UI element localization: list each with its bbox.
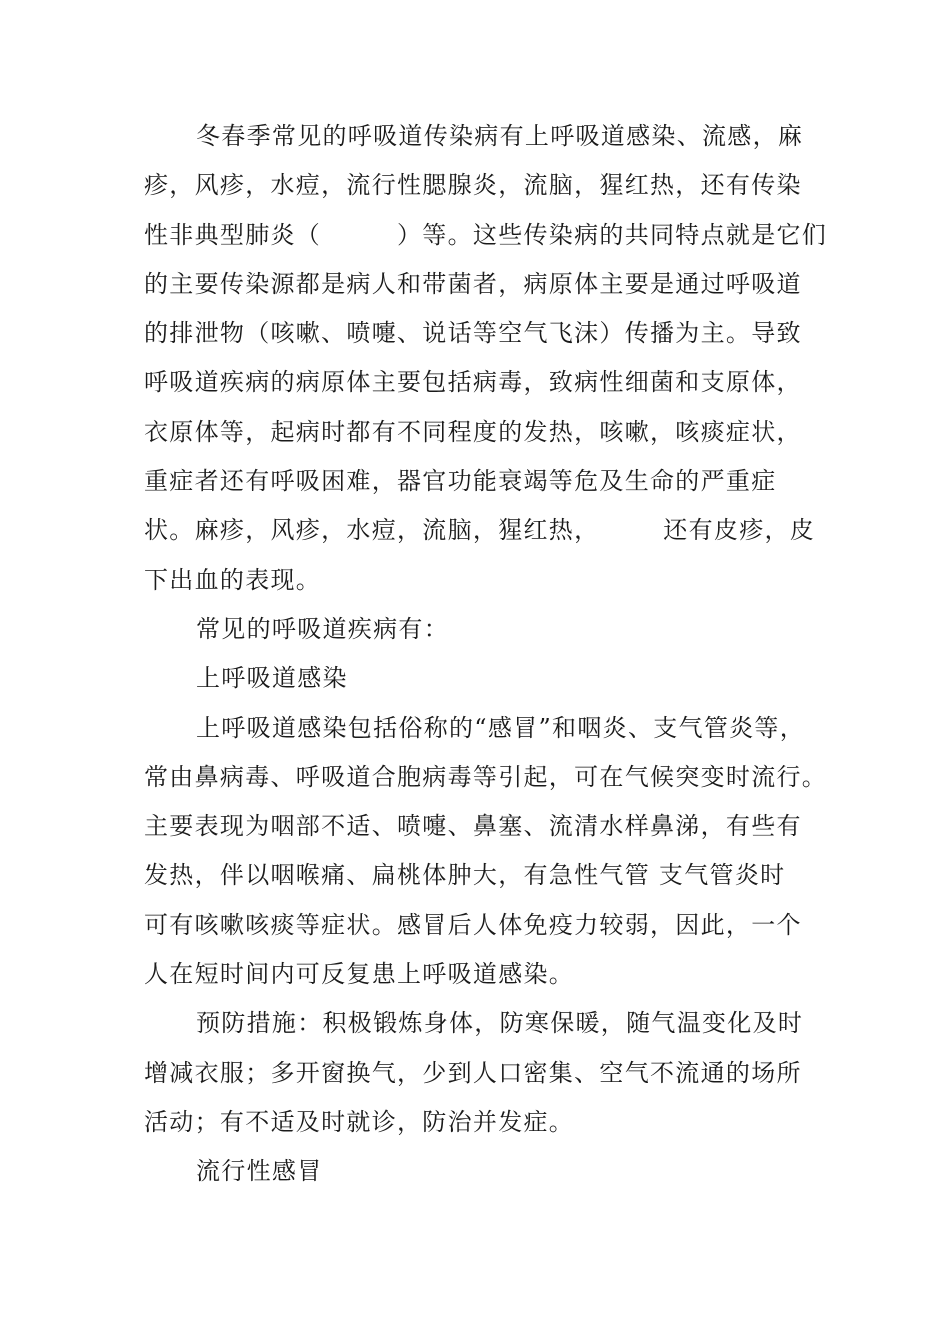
section-heading: 流行性感冒: [196, 1157, 323, 1186]
section-heading: 上呼吸道感染: [196, 664, 348, 693]
document-body: [144, 112, 828, 1197]
paragraph-line: 发热，伴以咽喉痛、扁桃体肿大，有急性气管 支气管炎时: [144, 861, 786, 890]
paragraph-line: 增减衣服；多开窗换气，少到人口密集、空气不流通的场所: [144, 1058, 802, 1087]
paragraph-line: 疹，风疹，水痘，流行性腮腺炎，流脑，猩红热，还有传染: [144, 171, 802, 200]
paragraph-line: 性非典型肺炎（ ）等。这些传染病的共同特点就是它们: [144, 220, 828, 249]
paragraph-line: 状。麻疹，风疹，水痘，流脑，猩红热， 还有皮疹，皮: [144, 516, 816, 545]
paragraph-line: 衣原体等，起病时都有不同程度的发热，咳嗽，咳痰症状，: [144, 417, 802, 446]
paragraph-line: 的排泄物（咳嗽、喷嚏、说话等空气飞沫）传播为主。导致: [144, 319, 802, 348]
paragraph-line: 呼吸道疾病的病原体主要包括病毒，致病性细菌和支原体，: [144, 368, 802, 397]
section-intro: 常见的呼吸道疾病有：: [196, 614, 449, 643]
paragraph-line: 常由鼻病毒、呼吸道合胞病毒等引起，可在气候突变时流行。: [144, 762, 828, 791]
paragraph-line: 可有咳嗽咳痰等症状。感冒后人体免疫力较弱，因此，一个: [144, 910, 802, 939]
paragraph-line: 人在短时间内可反复患上呼吸道感染。: [144, 960, 575, 989]
paragraph-line: 的主要传染源都是病人和带菌者，病原体主要是通过呼吸道: [144, 269, 802, 298]
paragraph-line: 预防措施：积极锻炼身体，防寒保暖，随气温变化及时: [196, 1009, 804, 1038]
paragraph-line: 上呼吸道感染包括俗称的“感冒”和咽炎、支气管炎等，: [196, 713, 806, 742]
paragraph-line: 活动；有不适及时就诊，防治并发症。: [144, 1107, 575, 1136]
paragraph-line: 下出血的表现。: [144, 565, 322, 594]
paragraph-line: 主要表现为咽部不适、喷嚏、鼻塞、流清水样鼻涕，有些有: [144, 812, 802, 841]
paragraph-line: 重症者还有呼吸困难，器官功能衰竭等危及生命的严重症: [144, 467, 777, 496]
paragraph-line: 冬春季常见的呼吸道传染病有上呼吸道感染、流感，麻: [196, 122, 804, 150]
